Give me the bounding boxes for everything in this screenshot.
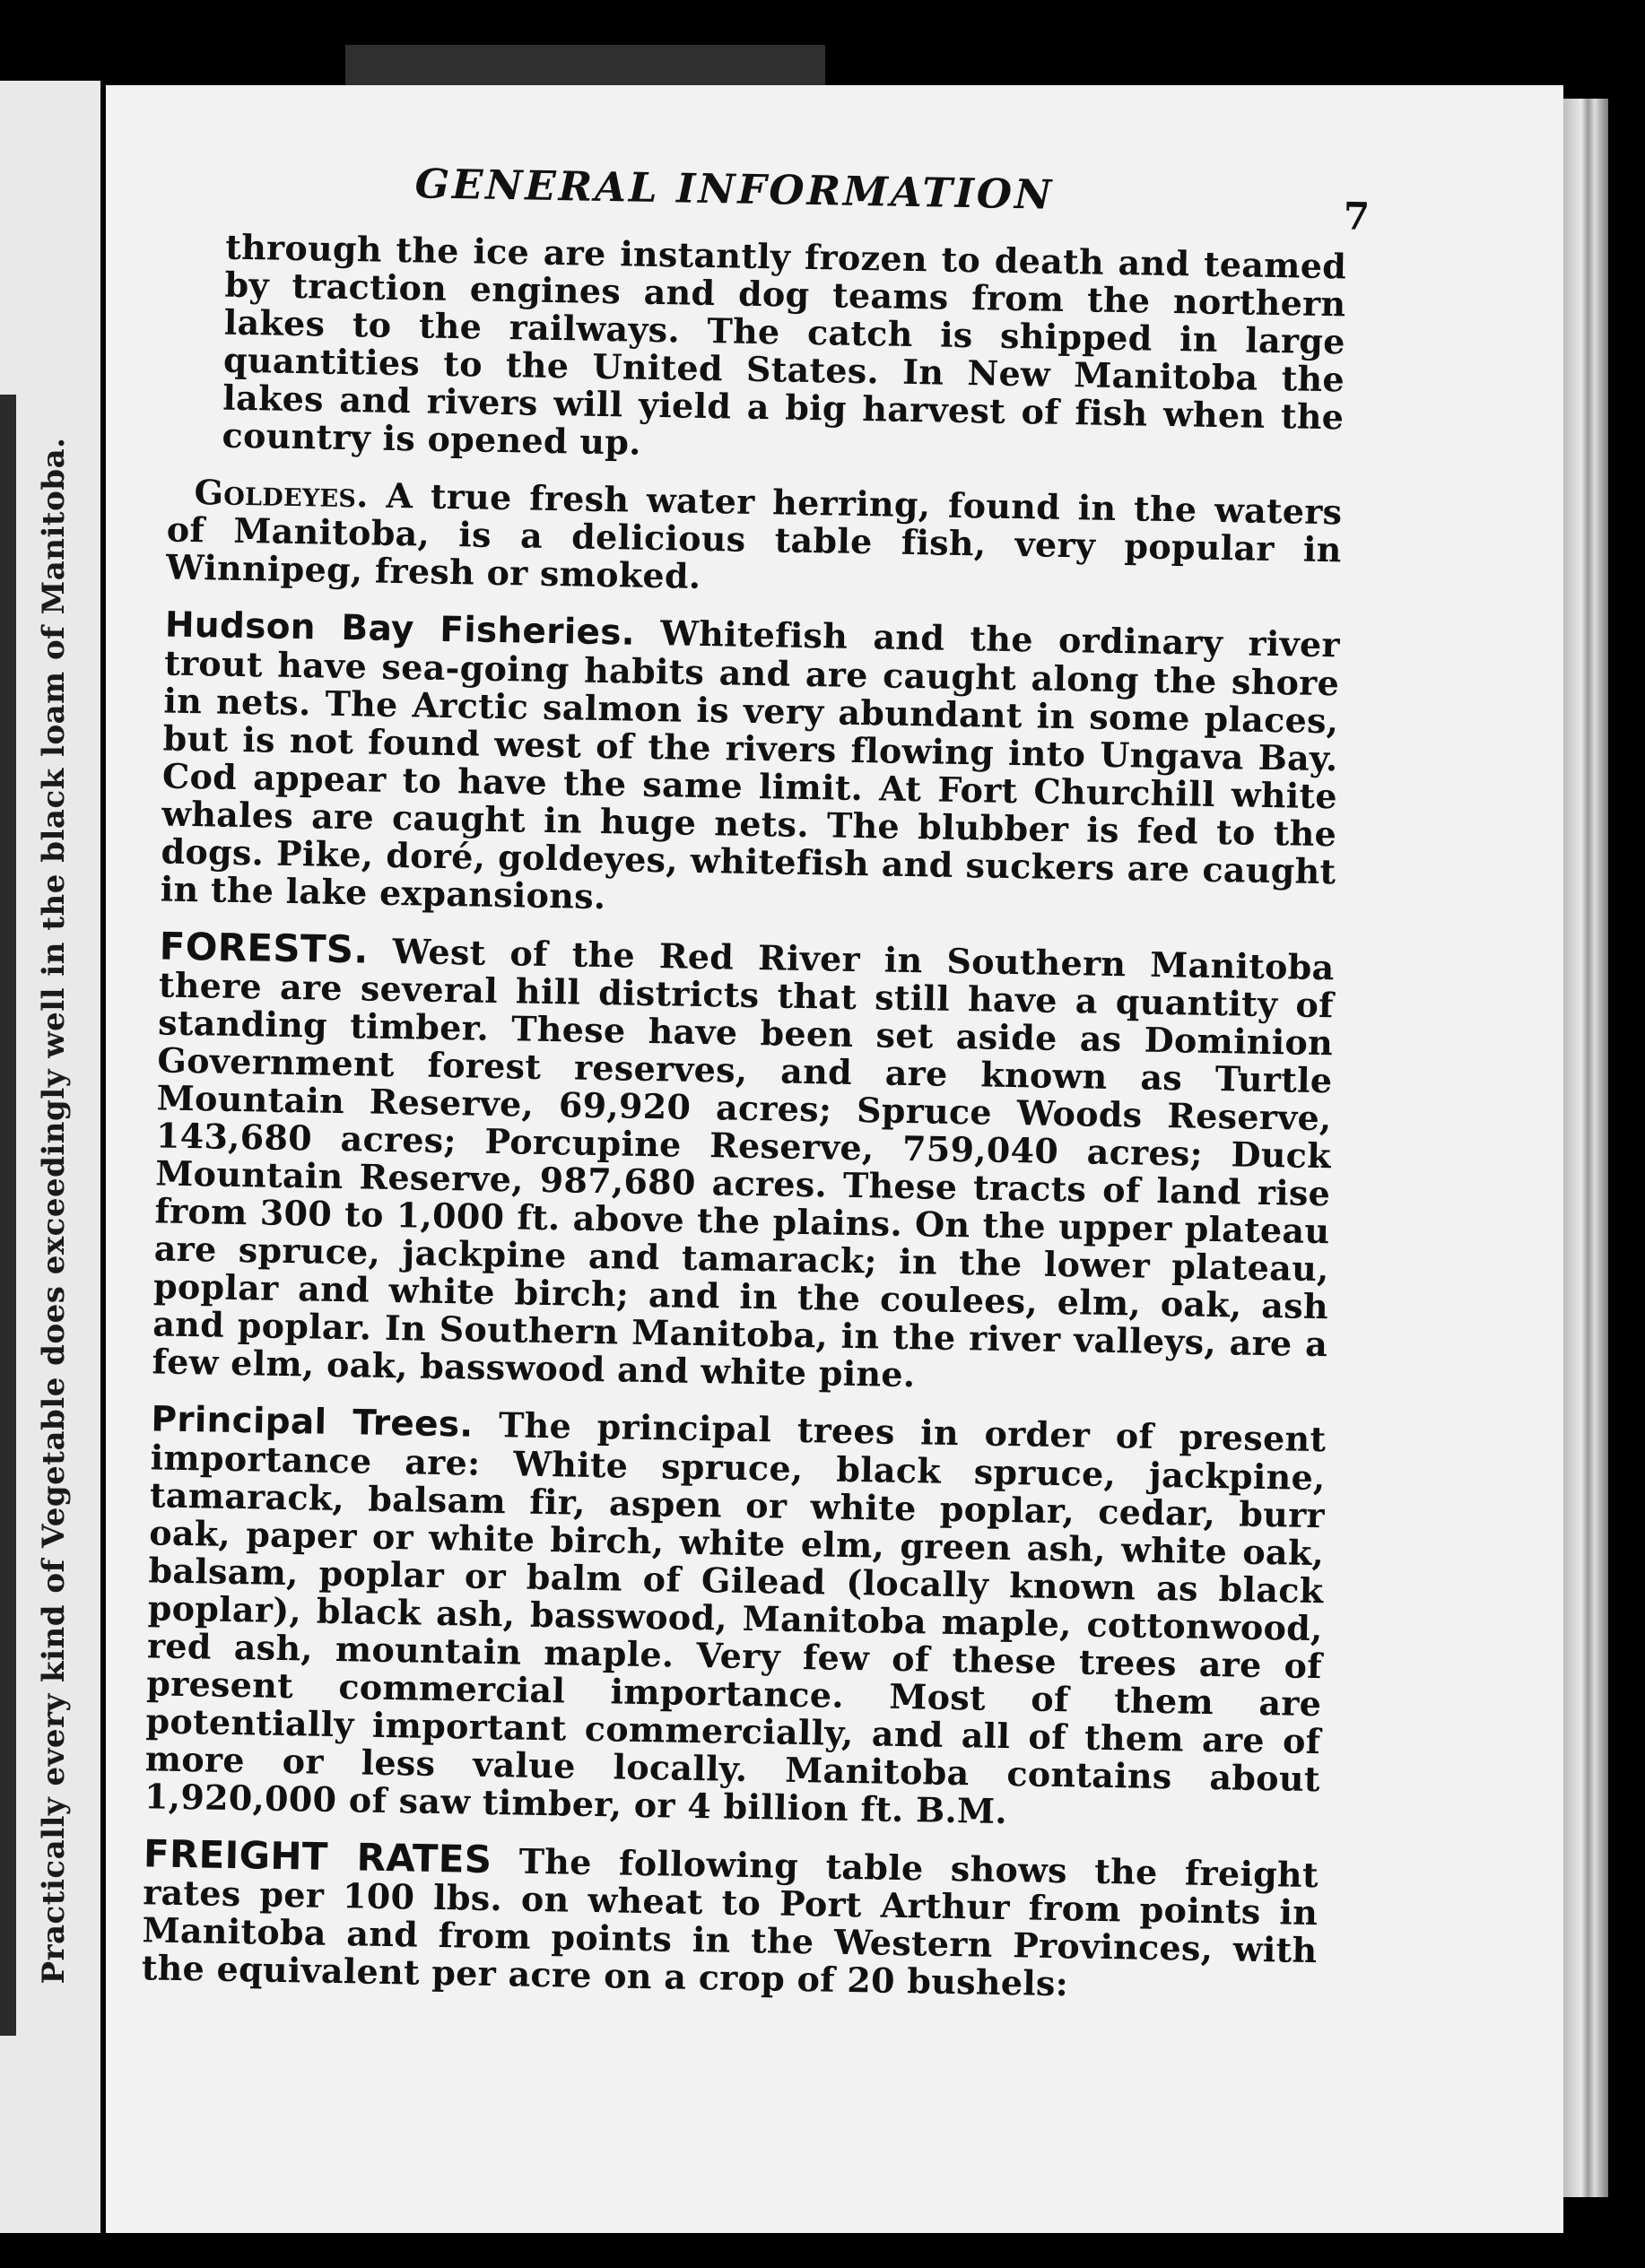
facing-page: [0, 81, 103, 2233]
facing-page-photo-edge: [0, 395, 16, 2036]
paragraph-heading: Goldeyes.: [194, 472, 370, 516]
paragraph-goldeyes: [166, 474, 1343, 607]
running-head: GENERAL INFORMATION: [414, 160, 1055, 219]
paragraph-text: through the ice are instantly frozen to death and teamed by traction engines and dog teams from the northern lakes to the railways. The catch is shipped in large quantities to the United States. In New Manitoba the lakes and rivers will yield a big harvest of fish when the country is opened up.: [222, 226, 1347, 463]
paragraph-heading: Hudson Bay Fisheries.: [164, 604, 636, 654]
paragraph-text: The principal trees in order of present importance are: White spruce, black spruce, jackpine, tamarack, balsam fir, aspen or white poplar, cedar, burr oak, paper or white birch, white elm, green ash, white oak, balsam, poplar or balm of Gilead (locally known as black poplar), black ash, basswood, Manitoba maple, cottonwood, red ash, mountain maple. Very few of these trees are of present commercial importance. Most of them are potentially important commercially, and all of them are of more or less value locally. Manitoba contains about 1,920,000 of saw timber, or 4 billion ft. B.M.: [144, 1404, 1327, 1832]
paragraph-text: West of the Red River in Southern Manitoba there are several hill districts that still have a quantity of standing timber. These have been set aside as Dominion Government forest reserves, and are known as Turtle Mountain Reserve, 69,920 acres; Spruce Woods Reserve, 143,680 acres; Porcupine Reserve, 759,040 acres; Duck Mountain Reserve, 987,680 acres. These tracts of land rise from 300 to 1,000 ft. above the plains. On the upper plateau are spruce, jackpine and tamarack; in the lower plateau, poplar and white birch; and in the coulees, elm, oak, ash and poplar. In Southern Manitoba, in the river valleys, are a few elm, oak, basswood and white pine.: [152, 930, 1335, 1395]
paragraph-fish-continuation: [168, 228, 1346, 474]
paragraph-text: The following table shows the freight rates per 100 lbs. on wheat to Port Arthur from points in Manitoba and from points in the Western Provinces, with the equivalent per acre on a crop of 20 bushels:: [141, 1840, 1319, 2004]
paragraph-text: A true fresh water herring, found in the waters of Manitoba, is a delicious table fish, very popular in Winnipeg, fresh or smoked.: [165, 474, 1343, 596]
book-page: [106, 85, 1563, 2233]
page-content: [141, 156, 1371, 2028]
paragraph-forests: [152, 924, 1335, 1401]
page-number: 7: [1343, 194, 1371, 239]
paragraph-text: Whitefish and the ordinary river trout have sea-going habits and are caught along the shore in nets. The Arctic salmon is very abundant in some places, but is not found west of the rivers flowing into Ungava Bay. Cod appear to have the same limit. At Fort Churchill white whales are caught in huge nets. The blubber is fed to the dogs. Pike, doré, goldeyes, whitefish and suckers are caught in the lake expansions.: [160, 613, 1341, 917]
paragraph-heading: FREIGHT RATES: [143, 1831, 492, 1882]
paragraph-heading: FORESTS.: [159, 924, 370, 972]
paragraph-principal-trees: [144, 1400, 1327, 1836]
paragraph-freight-rates: [141, 1831, 1319, 2007]
paragraph-hudson-bay-fisheries: [160, 605, 1340, 928]
paragraph-heading: Principal Trees.: [151, 1399, 474, 1446]
side-caption: Practically every kind of Vegetable does exceedingly well in the black loam of Manitoba.: [36, 437, 72, 1985]
page-stack-edge: [1563, 99, 1608, 2197]
